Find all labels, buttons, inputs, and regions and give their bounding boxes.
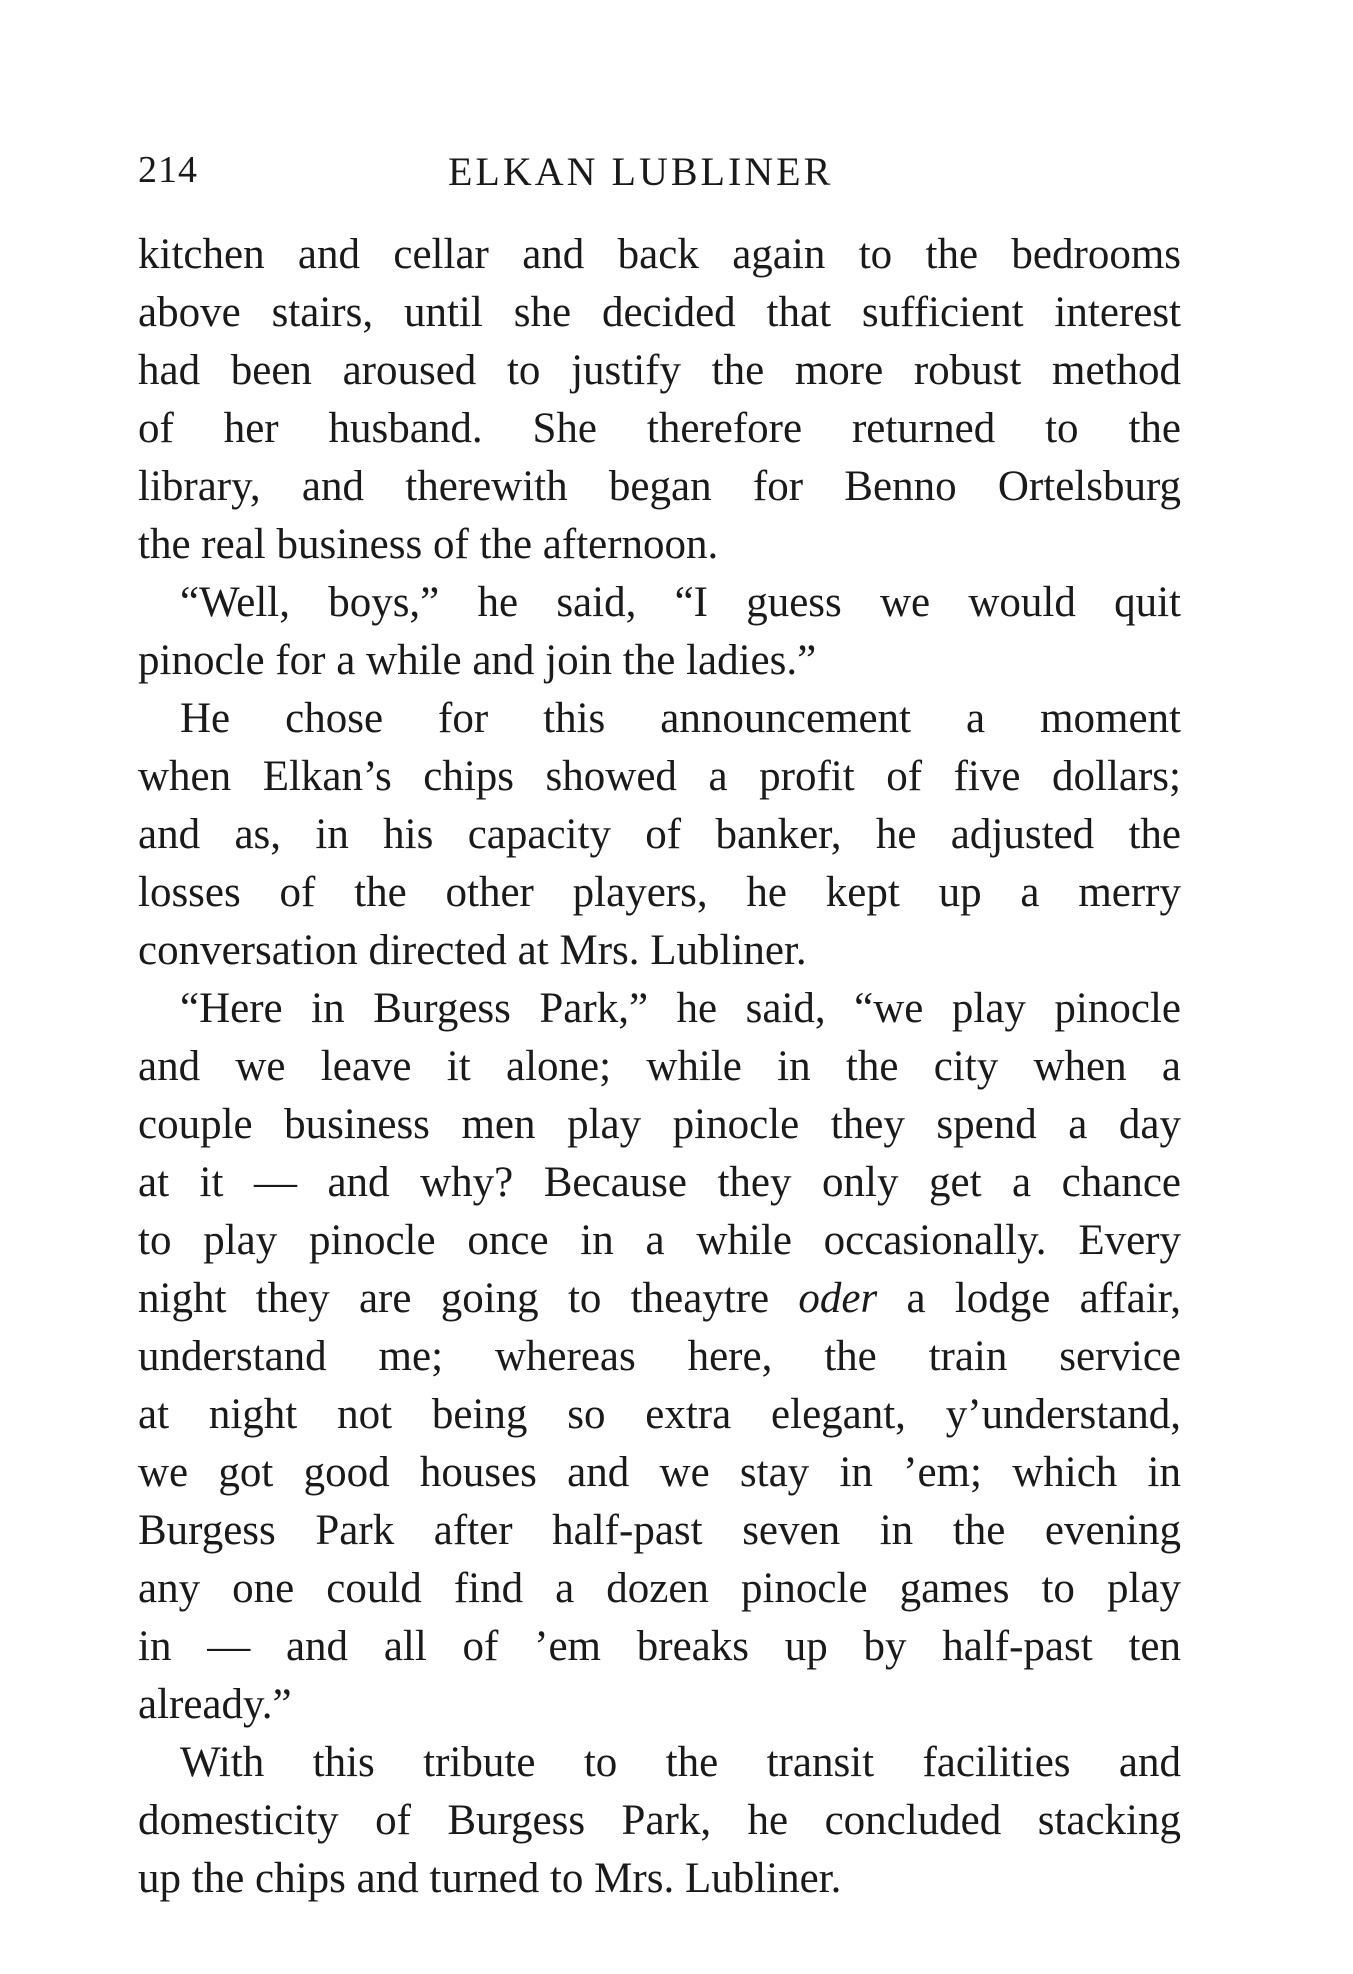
- text-line: already.”: [138, 1681, 292, 1728]
- text-line: “Here in Burgess Park,” he said, “we play pinocle: [180, 985, 1181, 1032]
- text-line: losses of the other players, he kept up a merry: [138, 869, 1181, 916]
- page-header: [138, 148, 1188, 198]
- text-line: conversation directed at Mrs. Lubliner.: [138, 927, 807, 974]
- text-line: “Well, boys,” he said, “I guess we would quit: [180, 579, 1181, 626]
- text-line: to play pinocle once in a while occasionally. Every: [138, 1217, 1181, 1264]
- text-line: understand me; whereas here, the train service: [138, 1333, 1181, 1380]
- text-line: any one could find a dozen pinocle games to play: [138, 1565, 1181, 1612]
- text-line: at night not being so extra elegant, y’understand,: [138, 1391, 1181, 1438]
- text-line: kitchen and cellar and back again to the bedrooms: [138, 231, 1181, 278]
- text-line-with-italic: [138, 1270, 1181, 1328]
- body-text: [138, 226, 1181, 1908]
- text-line: at it — and why? Because they only get a chance: [138, 1159, 1181, 1206]
- text-segment: a lodge affair,: [877, 1275, 1181, 1322]
- text-line: Burgess Park after half-past seven in the evening: [138, 1507, 1181, 1554]
- text-line: With this tribute to the transit facilities and: [180, 1739, 1181, 1786]
- text-line: when Elkan’s chips showed a profit of five dollars;: [138, 753, 1181, 800]
- text-line: couple business men play pinocle they spend a day: [138, 1101, 1181, 1148]
- italic-word: oder: [798, 1275, 878, 1322]
- text-line: in — and all of ’em breaks up by half-past ten: [138, 1623, 1181, 1670]
- text-line: of her husband. She therefore returned to the: [138, 405, 1181, 452]
- text-line: library, and therewith began for Benno Ortelsburg: [138, 463, 1181, 510]
- text-line: up the chips and turned to Mrs. Lubliner.: [138, 1855, 842, 1902]
- text-segment: night they are going to theaytre: [138, 1275, 799, 1322]
- text-line: and we leave it alone; while in the city when a: [138, 1043, 1181, 1090]
- text-line: we got good houses and we stay in ’em; which in: [138, 1449, 1181, 1496]
- running-title: ELKAN LUBLINER: [448, 149, 834, 194]
- text-line: had been aroused to justify the more robust method: [138, 347, 1181, 394]
- text-line: the real business of the afternoon.: [138, 521, 719, 568]
- text-line: above stairs, until she decided that sufficient interest: [138, 289, 1181, 336]
- page-number: 214: [138, 149, 198, 191]
- text-line: pinocle for a while and join the ladies.”: [138, 637, 817, 684]
- text-line: He chose for this announcement a moment: [180, 695, 1181, 742]
- text-line: and as, in his capacity of banker, he adjusted the: [138, 811, 1181, 858]
- text-line: domesticity of Burgess Park, he concluded stacking: [138, 1797, 1181, 1844]
